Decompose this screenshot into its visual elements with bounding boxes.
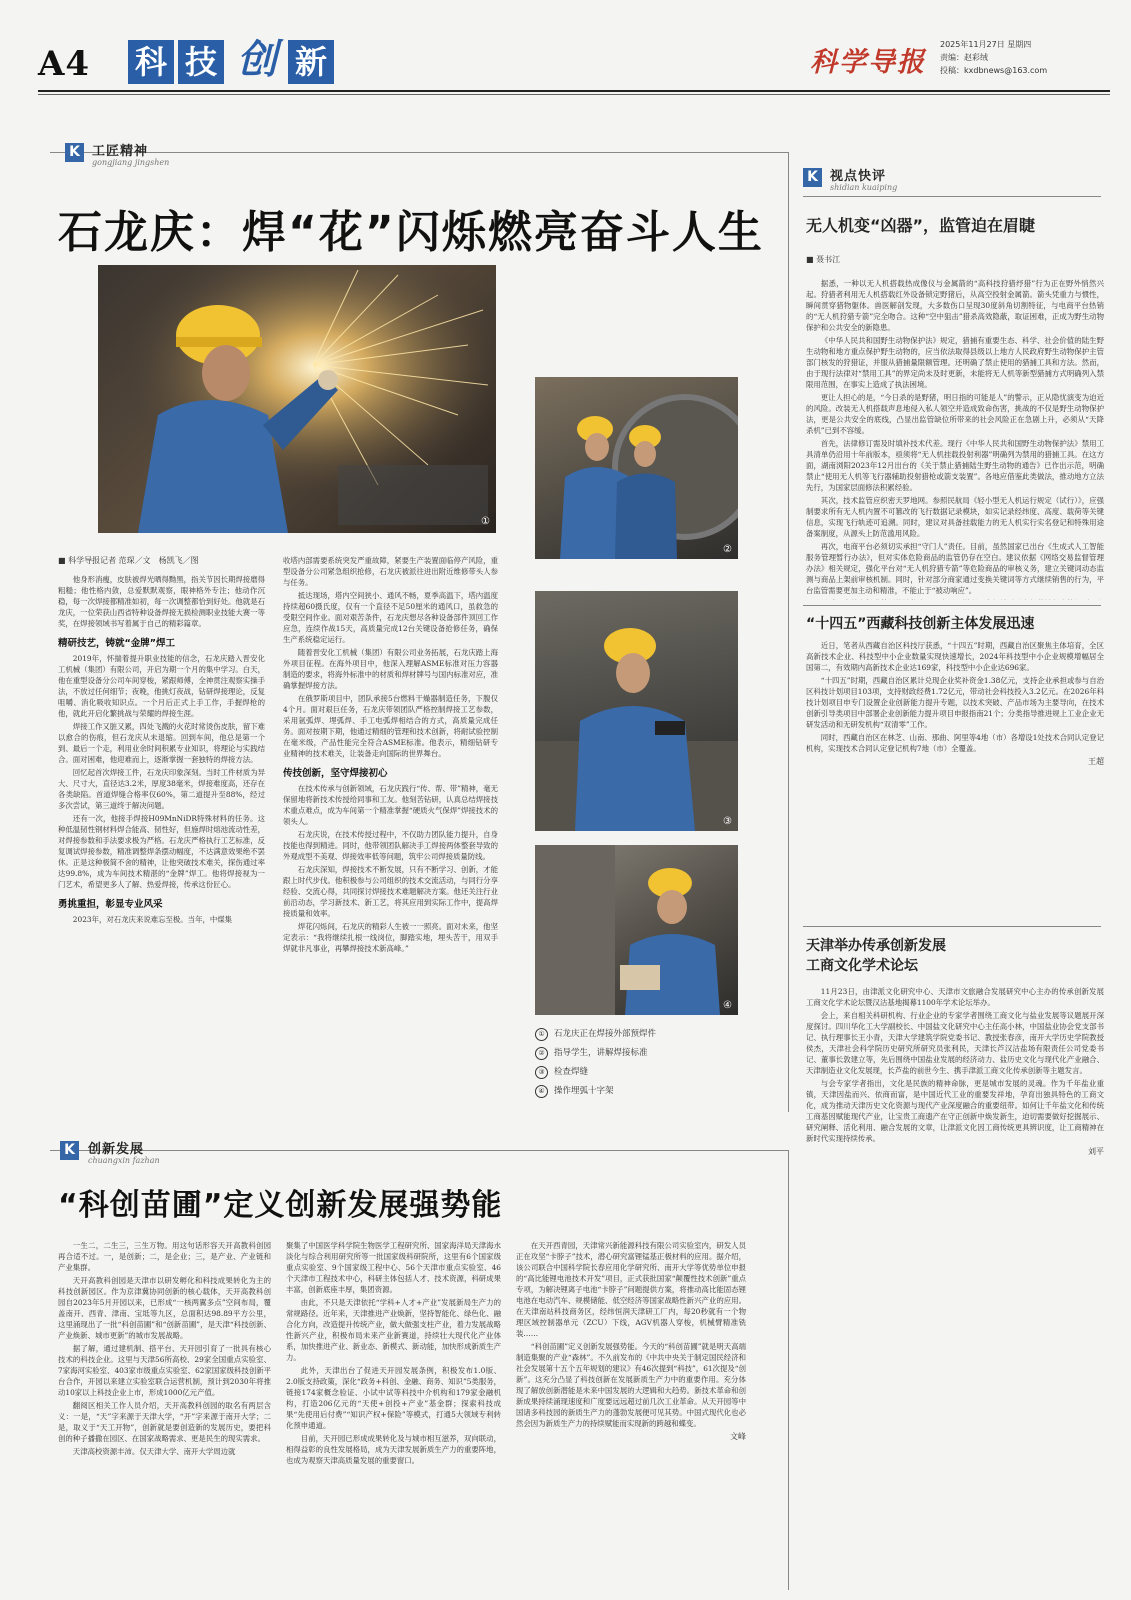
tianjin-rule [803,926,1101,927]
feature-frame-top [50,152,788,153]
header-rule [38,90,1110,92]
innovation-paragraph: “科创苗圃”定义创新发展强势能。今天的“科创苗圃”就是明天高端制造集聚的产业“森林”。不久前发布的《中共中央关于制定国民经济和社会发展第十五个五年规划的建议》有46次提到“科技”，61次提及“创新”。这充分凸显了科技创新在发展新质生产力中的重要作用。充分体现了解放创新潜能是未来中国发展的大逻辑和大趋势。新技术革命和创新成果持续涌现速度和广度要远远超过前几次工业革命。从天开园等中国诸多科技园的新质生产力的蓬勃发展便可见其势。中国式现代化也必然会因为新质生产力的持续赋能而实现新的跨越和蝶变。 [516,1342,746,1428]
operating-photo-illustration [535,845,738,1015]
feature-section-title: 工匠精神 [92,144,149,159]
photo-welding-3 [535,591,738,831]
section-banner [128,34,358,86]
tianjin-paragraph: 会上，来自相关科研机构、行业企业的专家学者围绕工商文化与盐业发展等议题展开深度探讨。四川华化工大学副校长、中国盐文化研究中心主任高小林，中国盐业协会党支部书记、执行理事长王小青，天津大学建筑学院党委书记、教授张春彦，南开大学历史学院教授侯杰，天津社会科学院历史研究所研究员张利民，天津长芦汉沽盐场有限责任公司党委书记、董事长敦建立等，先后围绕中国盐业发展的经济动力、盐历史文化与现代化产业融合、天津制造业文化发展现，长芦盐的前世今生、携手津派工商文化传承创新等主题发言。 [806,1011,1104,1075]
inspecting-photo-illustration [535,591,738,831]
opinion-paragraph: 再次，电商平台必须切实承担“守门人”责任。目前，虽然国家已出台《生成式人工智能服务管理暂行办法》，但对实体危险商品的监管仍存在空白。建议依据《网络交易监督管理办法》相关规定，强化平台对“无人机狩猎专箭”等危险商品的审核义务，建立关键词动态监测与商品上架前审核机制。同时，针对部分商家通过变换关键词等方式继续销售的行为，平台监管需要更加主动和精准，不能止于“被动响应”。 [806,542,1104,595]
opinion-paragraph: 《中华人民共和国野生动物保护法》规定，猎捕有重要生态、科学、社会价值的陆生野生动物和地方重点保护野生动物的，应当依法取得县级以上地方人民政府野生动物保护主管部门核发的狩猎证，并服从猎捕量限额管理。还明确了禁止使用的猎捕工具和方法。然而，由于现行法律对“禁用工具”的界定尚未及时更新，未能将无人机等新型猎捕方式明确列入禁限用范围，在事实上造成了执法困境。 [806,336,1104,389]
opinion-paragraph: 首先，法律修订需及时填补技术代差。现行《中华人民共和国野生动物保护法》禁用工具清单仍沿用十年前版本，亟须将“无人机挂载投射利器”明确列为禁用的猎捕工具。在这方面，湖南浏阳2023年12月出台的《关于禁止猎捕陆生野生动物的通告》已作出示范，明确禁止“使用无人机等飞行器辅助投射猎枪或箭支装置”。各地应借鉴此类做法，推动地方立法先行，为国家层面修法积累经验。 [806,439,1104,492]
feature-subhead-3: 传技创新，坚守焊接初心 [283,768,388,779]
tibet-headline: “十四五”西藏科技创新主体发展迅速 [806,616,1035,632]
header-rule-thin [38,94,1110,95]
tianjin-paragraph: 11月23日，由津派文化研究中心、天津市文旅融合发展研究中心主办的传承创新发展工商文化学术论坛暨汉沽基地揭幕1100年学术论坛举办。 [806,987,1104,1007]
paper-name: 科学导报 [810,47,926,78]
caption-item: ③ 检查焊缝 [535,1065,765,1079]
photo-number-3: ③ [723,816,732,827]
banner-char-3: 创 [237,36,277,83]
opinion-paragraph: 更让人担心的是，“今日杀的是野猪，明日指的可能是人”的警示，正从隐忧演变为迫近的风险。改装无人机搭载声息地侵入私人领空并造成致命伤害，挑战的不仅是野生动物保护法，更是公共安全的底线，凸显出监管缺位所带来的社会风险正在急剧上升，必须从“天降杀机”已到不容缓。 [806,393,1104,435]
feature-paragraph: 回忆起首次焊接工件，石龙庆印象深刻。当时工件材质为异大、尺寸大，直径达3.2米，厚度38毫米，焊接难度高，还存在各类缺陷。首道焊缝合格率仅60%，第二道提升至88%，经过多次尝试，第三道终于解决问题。 [58,768,265,810]
photo-number-4: ④ [723,1000,732,1011]
feature-byline: ■ 科学导报记者 范琛／文 杨凯飞／图 [58,556,199,565]
caption-item: ① 石龙庆正在焊接外部预焊件 [535,1027,765,1041]
innovation-section-title: 创新发展 [88,1142,145,1157]
innovation-paragraph: 聚集了中国医学科学院生物医学工程研究所、国家海洋局天津海水淡化与综合利用研究所等一批国家级科研院所，这里有6个国家级重点实验室、9个国家级工程中心、56个天津市重点实验室、46个天津市工程技术中心，科研主体包括人才、技术资源，科研成果丰富，创新底座丰厚，集团资源。 [286,1241,501,1294]
feature-paragraph: 抵达现场，塔内空间狭小、通风不畅，夏季高温下，塔内温度持续超60摄氏度，仅有一个直径不足50厘米的通风口，虽救急的受限空间作业。面对艰苦条件，石龙庆想尽各种设备部件顶回工作应急，连续作战15天，高质量完成12台关键设备抢修任务，确保生产系统稳定运行。 [283,591,498,644]
innovation-column-2 [286,1240,501,1585]
issue-date: 2025年11月27日 星期四 [940,40,1032,49]
innovation-k-icon: K [60,1141,79,1160]
innovation-author: 文峰 [730,1432,746,1441]
innovation-frame-top [50,1150,788,1151]
innovation-paragraph: 翻阅区相关工作人员介绍，天开高教科创园的取名有两层含义：一是，“天”字来源于天津大学，“开”字来源于南开大学；二是，取义于“天工开物”，创新就是要创造新的发展历史，要把科创的种子播撒在园区、在国家战略需求、更是民生的现实需求。 [58,1401,271,1443]
innovation-column-3 [516,1240,746,1585]
issue-info [940,38,1110,77]
feature-frame-right [788,152,789,1112]
feature-headline: 石龙庆：焊“花”闪烁燃亮奋斗人生 [58,207,764,258]
opinion-byline: ■ 聂书江 [806,255,841,264]
feature-lead: 他身形消瘦，皮肤被焊光晒得黝黑，指关节因长期焊接磨得粗糙；他性格内敛，总爱默默观察，眼神格外专注；他动作沉稳，每一次焊接都精准如初，每一次调整都恰到好处。他就是石龙庆，一位荣获山西省特种设备焊接无损检测职业技能大赛一等奖，在焊接领域书写着属于自己的精彩篇章。 [58,575,265,628]
opinion-k-icon: K [803,168,822,187]
feature-paragraph: 焊接工作又脏又累，四处飞溅的火花时常烫伤皮肤，留下难以愈合的伤痕，但石龙庆从未退缩。回到车间，他总是第一个到、最后一个走，利用业余时间积累专业知识，将理论与实践结合。面对困难，他迎难而上，逐渐掌握一套独特的焊接方法。 [58,722,265,764]
innovation-paragraph: 一生二，二生三，三生万物。用这句话形容天开高教科创园再合适不过。一，是创新；二，是企业；三，是产业、产业链和产业集群。 [58,1241,271,1272]
feature-column-1 [58,574,265,1102]
feature-paragraph: 石龙庆深知，焊接技术不断发展，只有不断学习、创新，才能跟上时代步伐。他积极参与公司组织的技术交流活动，与同行分享经验、交流心得，共同探讨焊接技术难题解决方案。他还关注行业前沿动态，学习新技术、新工艺，将其应用到实际工作中，提高焊接质量和效率。 [283,865,498,918]
feature-paragraph: 还有一次，他接手焊接H09MnNiDR特殊材料的任务。这种低温韧性钢材料焊合能高、韧性好，但施焊时熔池流动性差，对焊接参数和手法要求极为严格。石龙庆严格执行工艺标准，反复调试焊接参数，精准调整焊条摆动幅度，不达满意效果绝不罢休。正是这种极简不舍的精神，让他突破技术难关，探伤通过率达99.8%，成为车间技术精湛的“金牌”焊工。他将焊接视为一门艺术，希望更多人了解、热爱焊接，传承这份匠心。 [58,814,265,889]
innovation-column-1 [58,1240,271,1585]
tianjin-headline [806,936,946,976]
banner-char-1: 科 [128,40,174,84]
section-k-icon: K [65,143,84,162]
page-number: A4 [38,44,91,84]
tianjin-headline-line-2: 工商文化学术论坛 [806,958,918,974]
feature-paragraph: 在技术传承与创新领域，石龙庆践行“传、帮、带”精神，毫无保留地将新技术传授给同事和工友。他刻苦钻研，认真总结焊接技术重点难点，成为车间第一个精准掌握“硬质火气保焊”焊接技术的领头人。 [283,784,498,826]
banner-char-2: 技 [178,40,224,84]
feature-paragraph: 收塔内部需要系统突发严重故障，紧要生产装置面临停产风险，重型设备分公司紧急组织抢修，石龙庆被派往进出附近维修带头人参与任务。 [283,556,498,587]
issue-editor: 责编：赵彩绒 [940,53,988,62]
caption-item: ④ 操作埋弧十字架 [535,1084,765,1098]
tibet-rule [803,605,1101,606]
banner-char-4: 新 [288,40,334,84]
tibet-paragraph: 同时，西藏自治区在林芝、山南、那曲、阿里等4地（市）各增设1处技术合同认定登记机构，实现技术合同认定登记机构7地（市）全覆盖。 [806,733,1104,753]
innovation-paragraph: 在天开西青园，天津常兴新能源科技有限公司实验室内，研发人员正在攻坚“卡脖子”技术，潜心研究富锂锰基正极材料的应用。据介绍，该公司联合中国科学院长春应用化学研究所、南开大学等优势单位申报的“高比能锂电池技术开发”项目，正式获批国家“颠覆性技术创新”重点专项，为解决锂离子电池“卡脖子”问题提供方案，将推动高比能固态锂电池在电动汽车、规模储能、低空经济等国家战略性新兴产业的应用。在天津南站科技商务区，经纬恒润天津研工厂内，每20秒就有一个物理区域控制器单元（ZCU）下线，AGV机器人穿梭，机械臂精准铣装…… [516,1241,746,1338]
innovation-section-pinyin: chuangxin fazhan [88,1156,160,1165]
opinion-paragraph: 据悉，一种以无人机搭载热成像仪与金属箭的“高科技狩猎纾猎”行为正在野外悄然兴起。狩猎者利用无人机搭载红外设备锁定野猪后，从高空投射金属箭。箭头凭重力与惯性，瞬间贯穿猎物躯体。兽医解剖发现，大多数伤口呈现30度斜角切割特征，与电商平台热销的“无人机狩猎专箭”完全吻合。这种“空中狙击”猎杀高效隐蔽，取证困难，正成为野生动物保护和公共安全的新隐患。 [806,279,1104,332]
feature-paragraph: 在俄罗斯项目中，团队承接5台燃料干燥器制造任务，下腹仅4个月。面对艰巨任务，石龙庆带领团队严格控制焊接工艺参数，采用氩弧焊、埋弧焊、手工电弧焊相结合的方式，高质量完成任务。面对按期下期，他通过精细的管理和技术创新，将耐试验控制在毫米级，产品性能完全符合ASME标准。他表示，精细钻研专业精神的技术难关，让装备走向国际的世界舞台。 [283,694,498,758]
issue-email: 投稿：kxdbnews@163.com [940,66,1048,75]
tianjin-paragraph: 与会专家学者指出，文化是民族的精神命脉，更是城市发展的灵魂。作为千年盐业重镇，天津因盐而兴、依商而富，是中国近代工业的重要发祥地，孕育出独具特色的工商文化，成为推动天津历史文化资源与现代产业深度融合的重要纽带。如何让千年盐文化和传统工商基因赋能现代产业，让宝贵工商遗产在守正创新中焕发新生，迫切需要做好挖掘展示、研究阐释、活化利用、融合发展的文章，让津派文化因工商传统更具辨识度，让工商精神在新时代实现持续传承。 [806,1079,1104,1143]
opinion-body [806,278,1104,600]
feature-section-pinyin: gongjiang jingshen [92,158,170,167]
photo-captions [535,1027,765,1098]
tibet-paragraph: “十四五”时期，西藏自治区累计兑现企业奖补资金1.38亿元，支持企业承担或参与自治区科技计划项目103项，支持财政经费1.72亿元，带动社会科技投入3.2亿元。在2026年科技计划项目申专门设置企业创新能力提升专题，以技术突破、产品市场为主要导向，在技术创新引导类项目中部署企业创新能力提升项目申报指南21个；分类指导推进规上工业企业无研发活动和无研发机构“双清零”工作。 [806,676,1104,729]
innovation-paragraph: 天津高校资源丰沛。仅天津大学、南开大学周边就 [72,1447,236,1456]
tianjin-headline-line-1: 天津举办传承创新发展 [806,938,946,954]
innovation-headline: “科创苗圃”定义创新发展强势能 [58,1188,503,1223]
innovation-paragraph: 由此，不只是天津依托“学科+人才+产业”发展新局生产力的常规路径。近年来，天津推进产业焕新，坚持智能化、绿色化、融合化方向，改造提升传统产业，做大做强支柱产业，着力发展战略性新兴产业，积极布局未来产业新赛道，持续壮大现代化产业体系，加快推进产业、新业态、新模式、新动能，加快形成新质生产力。 [286,1298,501,1362]
caption-item: ② 指导学生，讲解焊接标准 [535,1046,765,1060]
innovation-paragraph: 目前，天开园已形成成果转化及与城市相互滋养，双向联动，相得益彰的良性发展格局，成为天津发展新质生产力的重要阵地，也成为观察天津高质量发展的重要窗口。 [286,1434,501,1465]
photo-welding-4 [535,845,738,1015]
guiding-photo-illustration [535,377,738,559]
feature-paragraph: 2019年，怀揣着提升职业技能的信念，石龙庆踏入晋安化工机械（集团）有限公司，开启为期一个月的集中学习。白天，他在重型设备分公司车间穿梭，紧跟师傅，全神贯注观察实操手法，不放过任何细节；夜晚，他挑灯夜战，钻研焊接理论，反复咀嚼、消化吸收知识点。一个月后正式上手工作，手握焊枪的他，就此开启化繁挑战与荣耀的焊接生涯。 [58,654,265,718]
innovation-paragraph: 此外，天津出台了促进天开园发展条例，积极发布1.0版、2.0版支持政策，深化“政务+科创、金融、商务、知识”5类服务，链接174家概念验证、小试中试等科技中介机构和179家金融机构，打造206亿元的“天使+创投+产业”基金群；探索科技成果“先使用后付费”“知识产权+保险”等模式，打通5大领域专利转化预申通道。 [286,1366,501,1430]
tianjin-body [806,986,1104,1586]
feature-paragraph: 2023年，对石龙庆来说难忘至极。当年，中煤集 [72,915,233,924]
welding-photo-illustration [98,265,496,533]
photo-number-1: ① [481,516,490,527]
feature-paragraph: 焊花闪烁间，石龙庆的精彩人生被一一照亮。面对未来，他坚定表示：“我将继续扎根一线岗位，脚踏实地，埋头苦干，用双手焊就非凡事业，再攀焊接技术新高峰。” [283,922,498,953]
feature-paragraph: 石龙庆说，在技术传授过程中，不仅助力团队能力提升，自身技能也得到精进。同时，他带领团队解决手工焊接两体整套导致的外观成型不美观、焊接效率低等问题，筑牢公司焊接质量防线。 [283,830,498,861]
opinion-section-title: 视点快评 [830,169,887,184]
opinion-headline: 无人机变“凶器”，监管迫在眉睫 [806,216,1036,235]
photo-welding-2 [535,377,738,559]
photo-welding-1 [98,265,496,533]
feature-subhead-1: 精研技艺，铸就“金牌”焊工 [58,638,175,649]
feature-column-2 [283,555,498,1103]
opinion-rule [803,196,1101,197]
photo-number-2: ② [723,544,732,555]
tibet-author: 王超 [1088,757,1104,766]
innovation-paragraph: 据了解，通过建机制、搭平台、天开园引育了一批具有核心技术的科技企业。这里与天津56所高校、29家全国重点实验室、7家海河实验室、403家市级重点实验室、62家国家级科技创新平台合作，开园以来建立实验室联合运营机制，预计到2030年将推动10家以上科技企业上市，形成1000亿元产值。 [58,1344,271,1397]
opinion-paragraph [806,598,1104,600]
opinion-section-pinyin: shidian kuaiping [830,183,898,192]
innovation-frame-right [788,1150,789,1590]
feature-subhead-2: 勇挑重担，彰显专业风采 [58,899,163,910]
tibet-body [806,640,1104,912]
innovation-paragraph: 天开高教科创园是天津市以研发孵化和科技成果转化为主的科技创新园区。作为京津冀协同创新的核心载体，天开高教科创园自2023年5月开园以来，已形成“一核两翼多点”空间布局，覆盖南开、西青、津南、宝坻等九区，总面积达98.89平方公里，这里涌现出了一批“科创苗圃”和“创新苗圃”，是天津“科技创新、产业焕新、城市更新”的城市发展战略。 [58,1276,271,1340]
feature-paragraph: 随着晋安化工机械（集团）有限公司业务拓展，石龙庆踏上海外项目征程。在海外项目中，他深入理解ASME标准对压力容器制造的要求，将海外标准中的材质和焊材牌号与国内标准对应，准确掌握焊接方法。 [283,648,498,690]
tibet-paragraph: 近日，笔者从西藏自治区科技厅获悉，“十四五”时期，西藏自治区聚焦主体培育，全区高新技术企业、科技型中小企业数量实现快速增长，2024年科技型中小企业规模增幅居全国第二，有效期内高新技术企业达169家，科技型中小企业达696家。 [806,641,1104,672]
tianjin-author: 刘平 [1088,1147,1104,1156]
opinion-paragraph: 其次，技术监管应织密天罗地网。参照民航局《轻小型无人机运行规定（试行）》，应强制要求所有无人机内置不可篡改的飞行数据记录模块，如实记录经纬度、高度、载荷等关键信息，实现飞行轨迹可追溯。同时，建议对具备挂载能力的无人机实行实名登记和特殊用途备案制度，从源头上防范滥用风险。 [806,496,1104,538]
